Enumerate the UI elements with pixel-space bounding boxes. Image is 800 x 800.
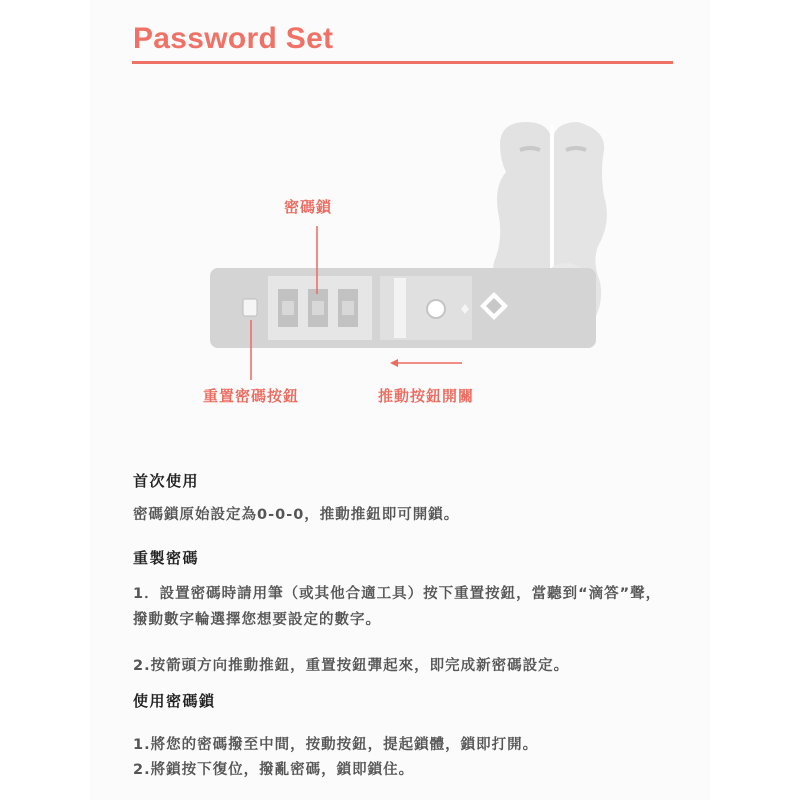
first-use-heading: 首次使用 bbox=[133, 472, 200, 490]
combination-lock-label: 密碼鎖 bbox=[284, 198, 333, 216]
use-lock-heading: 使用密碼鎖 bbox=[133, 692, 216, 710]
use-step-2: 2.將鎖按下復位，撥亂密碼，鎖即鎖住。 bbox=[133, 762, 415, 778]
slider-knob bbox=[394, 278, 406, 338]
push-switch-label: 推動按鈕開關 bbox=[378, 387, 475, 405]
push-direction-arrow bbox=[390, 359, 462, 367]
reset-step-2: 2.按箭頭方向推動推鈕，重置按鈕彈起來，即完成新密碼設定。 bbox=[133, 658, 570, 674]
dial-wheels bbox=[278, 289, 358, 327]
reset-step-1-line-2: 撥動數字輪選擇您想要設定的數字。 bbox=[133, 612, 381, 628]
reset-step-1-line-1: 1．設置密碼時請用筆（或其他合適工具）按下重置按鈕，當聽到“滴答”聲， bbox=[133, 586, 662, 602]
reset-button-shape bbox=[243, 299, 257, 316]
reset-password-heading: 重製密碼 bbox=[133, 549, 200, 567]
use-step-1: 1.將您的密碼撥至中間，按動按鈕，提起鎖體，鎖即打開。 bbox=[133, 737, 539, 753]
slider-track bbox=[380, 276, 472, 340]
reset-button-label: 重置密碼按鈕 bbox=[203, 387, 300, 405]
first-use-text: 密碼鎖原始設定為0-0-0，推動推鈕即可開鎖。 bbox=[133, 507, 460, 523]
page-title: Password Set bbox=[133, 22, 334, 55]
